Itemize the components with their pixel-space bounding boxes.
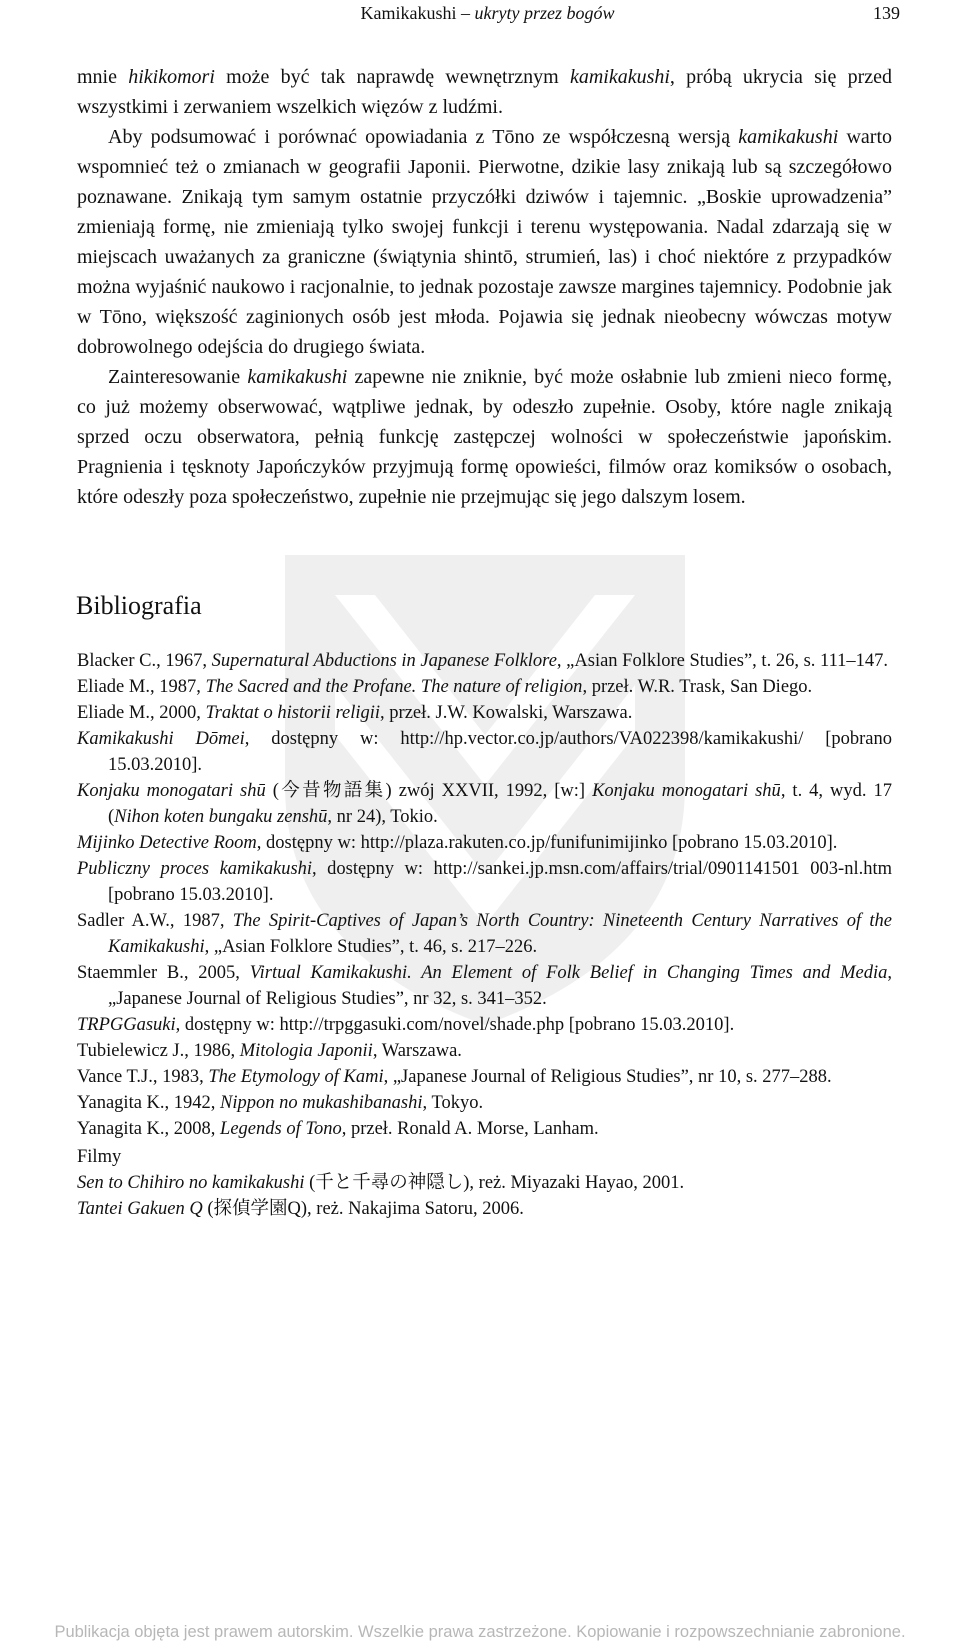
bib-entry: Tubielewicz J., 1986, Mitologia Japonii, Warszawa.: [77, 1041, 462, 1061]
bibliography-heading: Bibliografia: [76, 591, 202, 620]
bib-entry: Publiczny proces kamikakushi, dostępny w: http://sankei.jp.msn.com/affairs/trial/0901141501 003-nl.htm [pobrano 15.03.2010].: [77, 859, 892, 905]
copyright-footer: Publikacja objęta jest prawem autorskim. Wszelkie prawa zastrzeżone. Kopiowanie i rozpowszechnianie zabronione.: [54, 1623, 906, 1641]
bib-entry: TRPGGasuki, dostępny w: http://trpggasuki.com/novel/shade.php [pobrano 15.03.2010].: [77, 1015, 735, 1035]
film-entry: Tantei Gakuen Q (探偵学園Q), reż. Nakajima Satoru, 2006.: [77, 1199, 524, 1219]
bibliography-list: [77, 648, 892, 1222]
paragraph-2: Aby podsumować i porównać opowiadania z Tōno ze współczesną wersją kamikakushi warto wspomnieć też o zmianach w geografii Japonii. Pierwotne, dzikie lasy znikają lub są szczegółowo poznawane. Znikają tym samym ostatnie przyczółki dziwów i tajemnic. „Boskie uprowadzenia” zmieniają formę, nie zmieniają tylko swojej funkcji i terenu występowania. Nadal zdarzają się w miejscach uważanych za graniczne (świątynia shintō, strumień, las) i choć niektóre z przypadków można wyjaśnić naukowo i racjonalnie, to jednak pozostaje zawsze margines tajemnicy. Podobnie jak w Tōno, większość zaginionych osób jest młoda. Pojawia się jednak nieobecny wówczas motyw dobrowolnego odejścia do drugiego świata.: [77, 126, 892, 358]
bib-entry: Vance T.J., 1983, The Etymology of Kami, „Japanese Journal of Religious Studies”, nr 10, s. 277–288.: [77, 1067, 832, 1087]
bib-entry: Konjaku monogatari shū (今昔物語集) zwój XXVII, 1992, [w:] Konjaku monogatari shū, t. 4, wyd. 17 (Nihon koten bungaku zenshū, nr 24), Tokio.: [77, 781, 893, 827]
paragraph-3: Zainteresowanie kamikakushi zapewne nie zniknie, być może osłabnie lub zmieni nieco formę, co już możemy obserwować, wątpliwe jednak, by odeszło zupełnie. Osoby, które nagle znikają sprzed oczu obserwatora, pełnią funkcję zastępczej wolności w społeczeństwie japońskim. Pragnienia i tęsknoty Japończyków przyjmują formę opowieści, filmów oraz komiksów o osobach, które odeszły poza społeczeństwo, zupełnie nie przejmując się jego dalszym losem.: [77, 366, 892, 508]
bib-entry: Blacker C., 1967, Supernatural Abductions in Japanese Folklore, „Asian Folklore Studies”, t. 26, s. 111–147.: [77, 651, 889, 671]
bib-entry: Mijinko Detective Room, dostępny w: http://plaza.rakuten.co.jp/funifunimijinko [pobrano 15.03.2010].: [77, 833, 838, 853]
films-subheading: Filmy: [77, 1147, 122, 1167]
bib-entry: Yanagita K., 2008, Legends of Tono, przeł. Ronald A. Morse, Lanham.: [77, 1119, 599, 1139]
page-number: 139: [873, 3, 900, 23]
bib-entry: Eliade M., 1987, The Sacred and the Profane. The nature of religion, przeł. W.R. Trask, San Diego.: [77, 677, 813, 697]
running-title: Kamikakushi – ukryty przez bogów: [360, 3, 615, 23]
paragraph-1: mnie hikikomori może być tak naprawdę wewnętrznym kamikakushi, próbą ukrycia się przed wszystkimi i zerwaniem wszelkich więzów z ludźmi.: [77, 66, 892, 118]
running-header: [75, 0, 900, 26]
bib-entry: Sadler A.W., 1987, The Spirit-Captives of Japan’s North Country: Nineteenth Century Narratives of the Kamikakushi, „Asian Folklore Studies”, t. 46, s. 217–226.: [77, 911, 892, 957]
bib-entry: Staemmler B., 2005, Virtual Kamikakushi. An Element of Folk Belief in Changing Times and Media, „Japanese Journal of Religious Studies”, nr 32, s. 341–352.: [77, 963, 892, 1009]
bib-entry: Eliade M., 2000, Traktat o historii religii, przeł. J.W. Kowalski, Warszawa.: [77, 703, 633, 723]
main-text: [77, 62, 892, 512]
film-entry: Sen to Chihiro no kamikakushi (千と千尋の神隠し), reż. Miyazaki Hayao, 2001.: [77, 1173, 685, 1193]
bib-entry: Yanagita K., 1942, Nippon no mukashibanashi, Tokyo.: [77, 1093, 484, 1113]
bib-entry: Kamikakushi Dōmei, dostępny w: http://hp.vector.co.jp/authors/VA022398/kamikakushi/ [pobrano 15.03.2010].: [77, 729, 892, 775]
